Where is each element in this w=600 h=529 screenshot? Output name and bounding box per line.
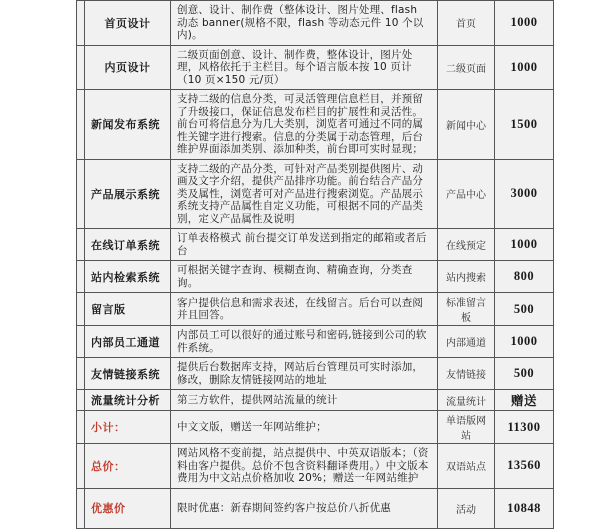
row-section-cell: 在线预定 bbox=[438, 229, 495, 261]
table-row bbox=[77, 411, 554, 444]
table-row bbox=[77, 229, 554, 261]
row-section-cell: 标准留言板 bbox=[438, 293, 495, 326]
row-price-cell: 1000 bbox=[495, 45, 554, 90]
row-price-cell: 1500 bbox=[495, 90, 554, 160]
row-desc-cell: 提供后台数据库支持，网站后台管理员可实时添加，修改，删除友情链接网站的地址 bbox=[171, 358, 438, 390]
row-name-cell: 总价： bbox=[85, 444, 171, 489]
row-price-cell: 11300 bbox=[495, 411, 554, 444]
table-row bbox=[77, 488, 554, 528]
row-section-cell: 活动 bbox=[438, 488, 495, 528]
row-price-cell: 10848 bbox=[495, 488, 554, 528]
stub-cell bbox=[77, 488, 85, 528]
row-price-cell: 3000 bbox=[495, 159, 554, 229]
stub-cell bbox=[77, 358, 85, 390]
stub-cell bbox=[77, 229, 85, 261]
table-row bbox=[77, 293, 554, 326]
table-row bbox=[77, 326, 554, 358]
row-price-cell: 500 bbox=[495, 293, 554, 326]
row-price-cell: 13560 bbox=[495, 444, 554, 489]
table-row bbox=[77, 444, 554, 489]
row-desc-cell: 二级页面创意、设计、制作费，整体设计，图片处理，风格依托于主栏目。每个语言版本按 10 页计（10 页×150 元/页） bbox=[171, 45, 438, 90]
row-section-cell: 单语版网站 bbox=[438, 411, 495, 444]
row-price-cell: 赠送 bbox=[495, 390, 554, 411]
row-price-cell: 1000 bbox=[495, 229, 554, 261]
row-desc-cell: 网站风格不变前提，站点提供中、中英双语版本；（资料由客户提供。总价不包含资料翻译费用。）中文版本费用为中文站点价格加收 20%；赠送一年网站维护 bbox=[171, 444, 438, 489]
row-name-cell: 在线订单系统 bbox=[85, 229, 171, 261]
row-section-cell: 内部通道 bbox=[438, 326, 495, 358]
pricing-table-container bbox=[76, 0, 554, 529]
row-price-cell: 800 bbox=[495, 261, 554, 293]
table-row bbox=[77, 45, 554, 90]
row-name-cell: 内页设计 bbox=[85, 45, 171, 90]
row-section-cell: 首页 bbox=[438, 1, 495, 46]
row-name-cell: 留言版 bbox=[85, 293, 171, 326]
row-price-cell: 1000 bbox=[495, 1, 554, 46]
row-name-cell: 站内检索系统 bbox=[85, 261, 171, 293]
stub-cell bbox=[77, 411, 85, 444]
row-name-cell: 友情链接系统 bbox=[85, 358, 171, 390]
row-desc-cell: 中文文版，赠送一年网站维护； bbox=[171, 411, 438, 444]
row-name-cell: 流量统计分析 bbox=[85, 390, 171, 411]
row-name-cell: 产品展示系统 bbox=[85, 159, 171, 229]
stub-cell bbox=[77, 159, 85, 229]
stub-cell bbox=[77, 293, 85, 326]
table-row bbox=[77, 390, 554, 411]
stub-cell bbox=[77, 390, 85, 411]
row-desc-cell: 可根据关键字查询、模糊查询、精确查询，分类查询。 bbox=[171, 261, 438, 293]
stub-cell bbox=[77, 1, 85, 46]
pricing-table-body bbox=[77, 1, 554, 529]
row-desc-cell: 支持二级的信息分类，可灵活管理信息栏目，并预留了升级接口，保证信息发布栏目的扩展性和灵活性。前台可将信息分为几大类别，浏览者可通过不同的属性关键字进行搜索。信息的分类属于动态管理，后台维护界面添加类别、添加种类，前台即可实时显现； bbox=[171, 90, 438, 160]
table-row bbox=[77, 261, 554, 293]
row-section-cell: 双语站点 bbox=[438, 444, 495, 489]
row-section-cell: 二级页面 bbox=[438, 45, 495, 90]
row-desc-cell: 客户提供信息和需求表述，在线留言。后台可以查阅并且回答。 bbox=[171, 293, 438, 326]
row-name-cell: 新闻发布系统 bbox=[85, 90, 171, 160]
table-row bbox=[77, 159, 554, 229]
row-name-cell: 内部员工通道 bbox=[85, 326, 171, 358]
row-price-cell: 500 bbox=[495, 358, 554, 390]
stub-cell bbox=[77, 45, 85, 90]
stub-cell bbox=[77, 444, 85, 489]
row-section-cell: 新闻中心 bbox=[438, 90, 495, 160]
table-row bbox=[77, 90, 554, 160]
row-desc-cell: 限时优惠：新春期间签约客户按总价八折优惠 bbox=[171, 488, 438, 528]
row-name-cell: 优惠价 bbox=[85, 488, 171, 528]
row-desc-cell: 支持二级的产品分类，可针对产品类别提供图片、动画及文字介绍，提供产品排序功能。前台结合产品分类及属性，浏览者可对产品进行搜索浏览。产品展示系统支持产品属性自定义功能，可根据不同的产品类别，定义产品属性及说明 bbox=[171, 159, 438, 229]
row-desc-cell: 订单表格模式 前台提交订单发送到指定的邮箱或者后台 bbox=[171, 229, 438, 261]
stub-cell bbox=[77, 326, 85, 358]
row-section-cell: 友情链接 bbox=[438, 358, 495, 390]
stub-cell bbox=[77, 90, 85, 160]
table-row bbox=[77, 358, 554, 390]
row-name-cell: 首页设计 bbox=[85, 1, 171, 46]
row-desc-cell: 内部员工可以很好的通过账号和密码,链接到公司的软件系统。 bbox=[171, 326, 438, 358]
stub-cell bbox=[77, 261, 85, 293]
row-desc-cell: 创意、设计、制作费（整体设计、图片处理、flash 动态 banner(规格不限，flash 等动态元件 10 个以内)。 bbox=[171, 1, 438, 46]
row-section-cell: 流量统计 bbox=[438, 390, 495, 411]
row-desc-cell: 第三方软件，提供网站流量的统计 bbox=[171, 390, 438, 411]
row-name-cell: 小计： bbox=[85, 411, 171, 444]
table-row bbox=[77, 1, 554, 46]
row-section-cell: 产品中心 bbox=[438, 159, 495, 229]
row-price-cell: 1000 bbox=[495, 326, 554, 358]
row-section-cell: 站内搜索 bbox=[438, 261, 495, 293]
pricing-table bbox=[76, 0, 554, 529]
